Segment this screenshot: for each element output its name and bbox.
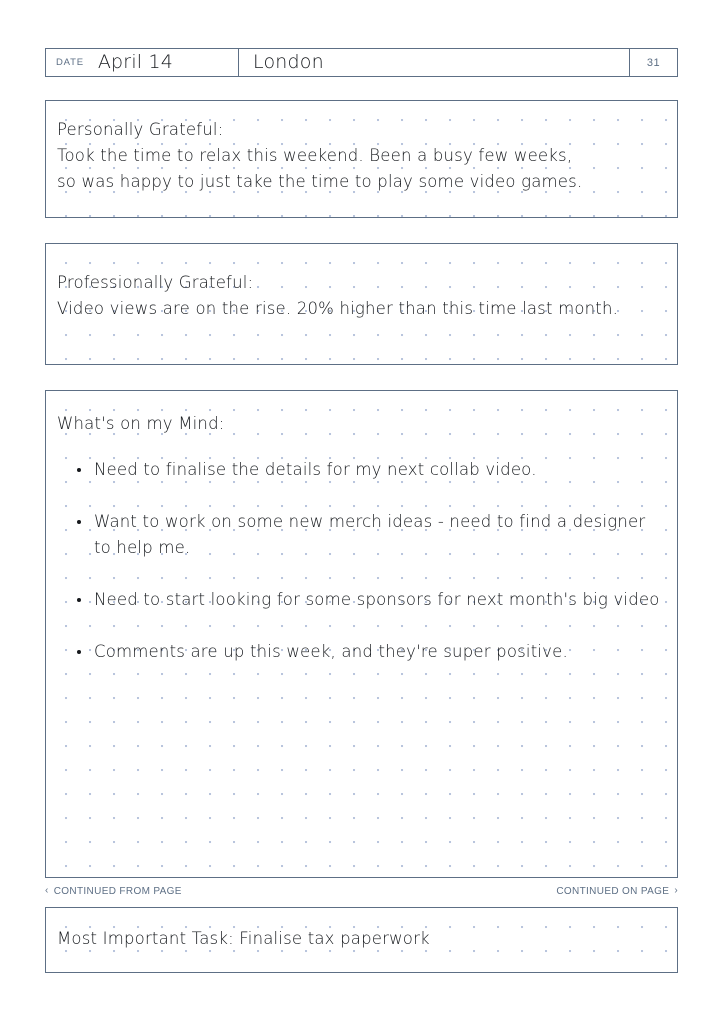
personally-grateful-line-1: Personally Grateful:	[57, 120, 224, 139]
most-important-task-line-1: Most Important Task: Finalise tax paperwork	[57, 929, 430, 948]
location-value[interactable]: London	[253, 50, 324, 73]
list-item	[57, 509, 663, 561]
bullet-point-icon	[77, 468, 81, 472]
professionally-grateful-line-1: Professionally Grateful:	[57, 273, 254, 292]
list-item	[57, 587, 663, 613]
continued-from-page-label: CONTINUED FROM PAGE	[53, 885, 182, 897]
continued-from-page[interactable]	[45, 886, 182, 897]
whats-on-my-mind-box[interactable]	[45, 390, 678, 878]
continued-on-page[interactable]	[556, 886, 678, 897]
list-item-text: Need to finalise the details for my next collab video.	[94, 460, 537, 479]
professionally-grateful-text	[57, 270, 665, 322]
professionally-grateful-line-2: Video views are on the rise. 20% higher than this time last month.	[57, 299, 619, 318]
bullet-point-icon	[77, 650, 81, 654]
whats-on-my-mind-list	[57, 457, 663, 691]
date-label: DATE	[56, 57, 84, 68]
page-number-cell	[630, 49, 677, 76]
most-important-task-text	[57, 926, 665, 952]
date-value[interactable]: April 14	[97, 50, 174, 73]
personally-grateful-line-2: Took the time to relax this weekend. Been a busy few weeks,	[57, 146, 573, 165]
personally-grateful-text	[57, 117, 665, 195]
date-cell[interactable]	[46, 49, 239, 76]
chevron-left-icon: ‹	[45, 885, 49, 896]
location-cell[interactable]	[239, 49, 630, 76]
personally-grateful-box[interactable]	[45, 100, 678, 218]
personally-grateful-line-3: so was happy to just take the time to play some video games.	[57, 172, 583, 191]
professionally-grateful-box[interactable]	[45, 243, 678, 365]
most-important-task-box[interactable]	[45, 907, 678, 973]
list-item	[57, 639, 663, 665]
list-item-text: Need to start looking for some sponsors for next month's big video	[94, 590, 660, 609]
page-header-row	[45, 48, 678, 77]
chevron-right-icon: ›	[674, 885, 678, 896]
bullet-point-icon	[77, 598, 81, 602]
list-item	[57, 457, 663, 483]
continued-footer	[45, 882, 678, 900]
list-item-text: Want to work on some new merch ideas - need to find a designer to help me.	[94, 512, 646, 557]
list-item-text: Comments are up this week, and they're super positive.	[94, 642, 568, 661]
whats-on-my-mind-title: What's on my Mind:	[57, 414, 225, 433]
continued-on-page-label: CONTINUED ON PAGE	[556, 885, 670, 897]
bullet-point-icon	[77, 520, 81, 524]
page-number: 31	[646, 56, 661, 69]
